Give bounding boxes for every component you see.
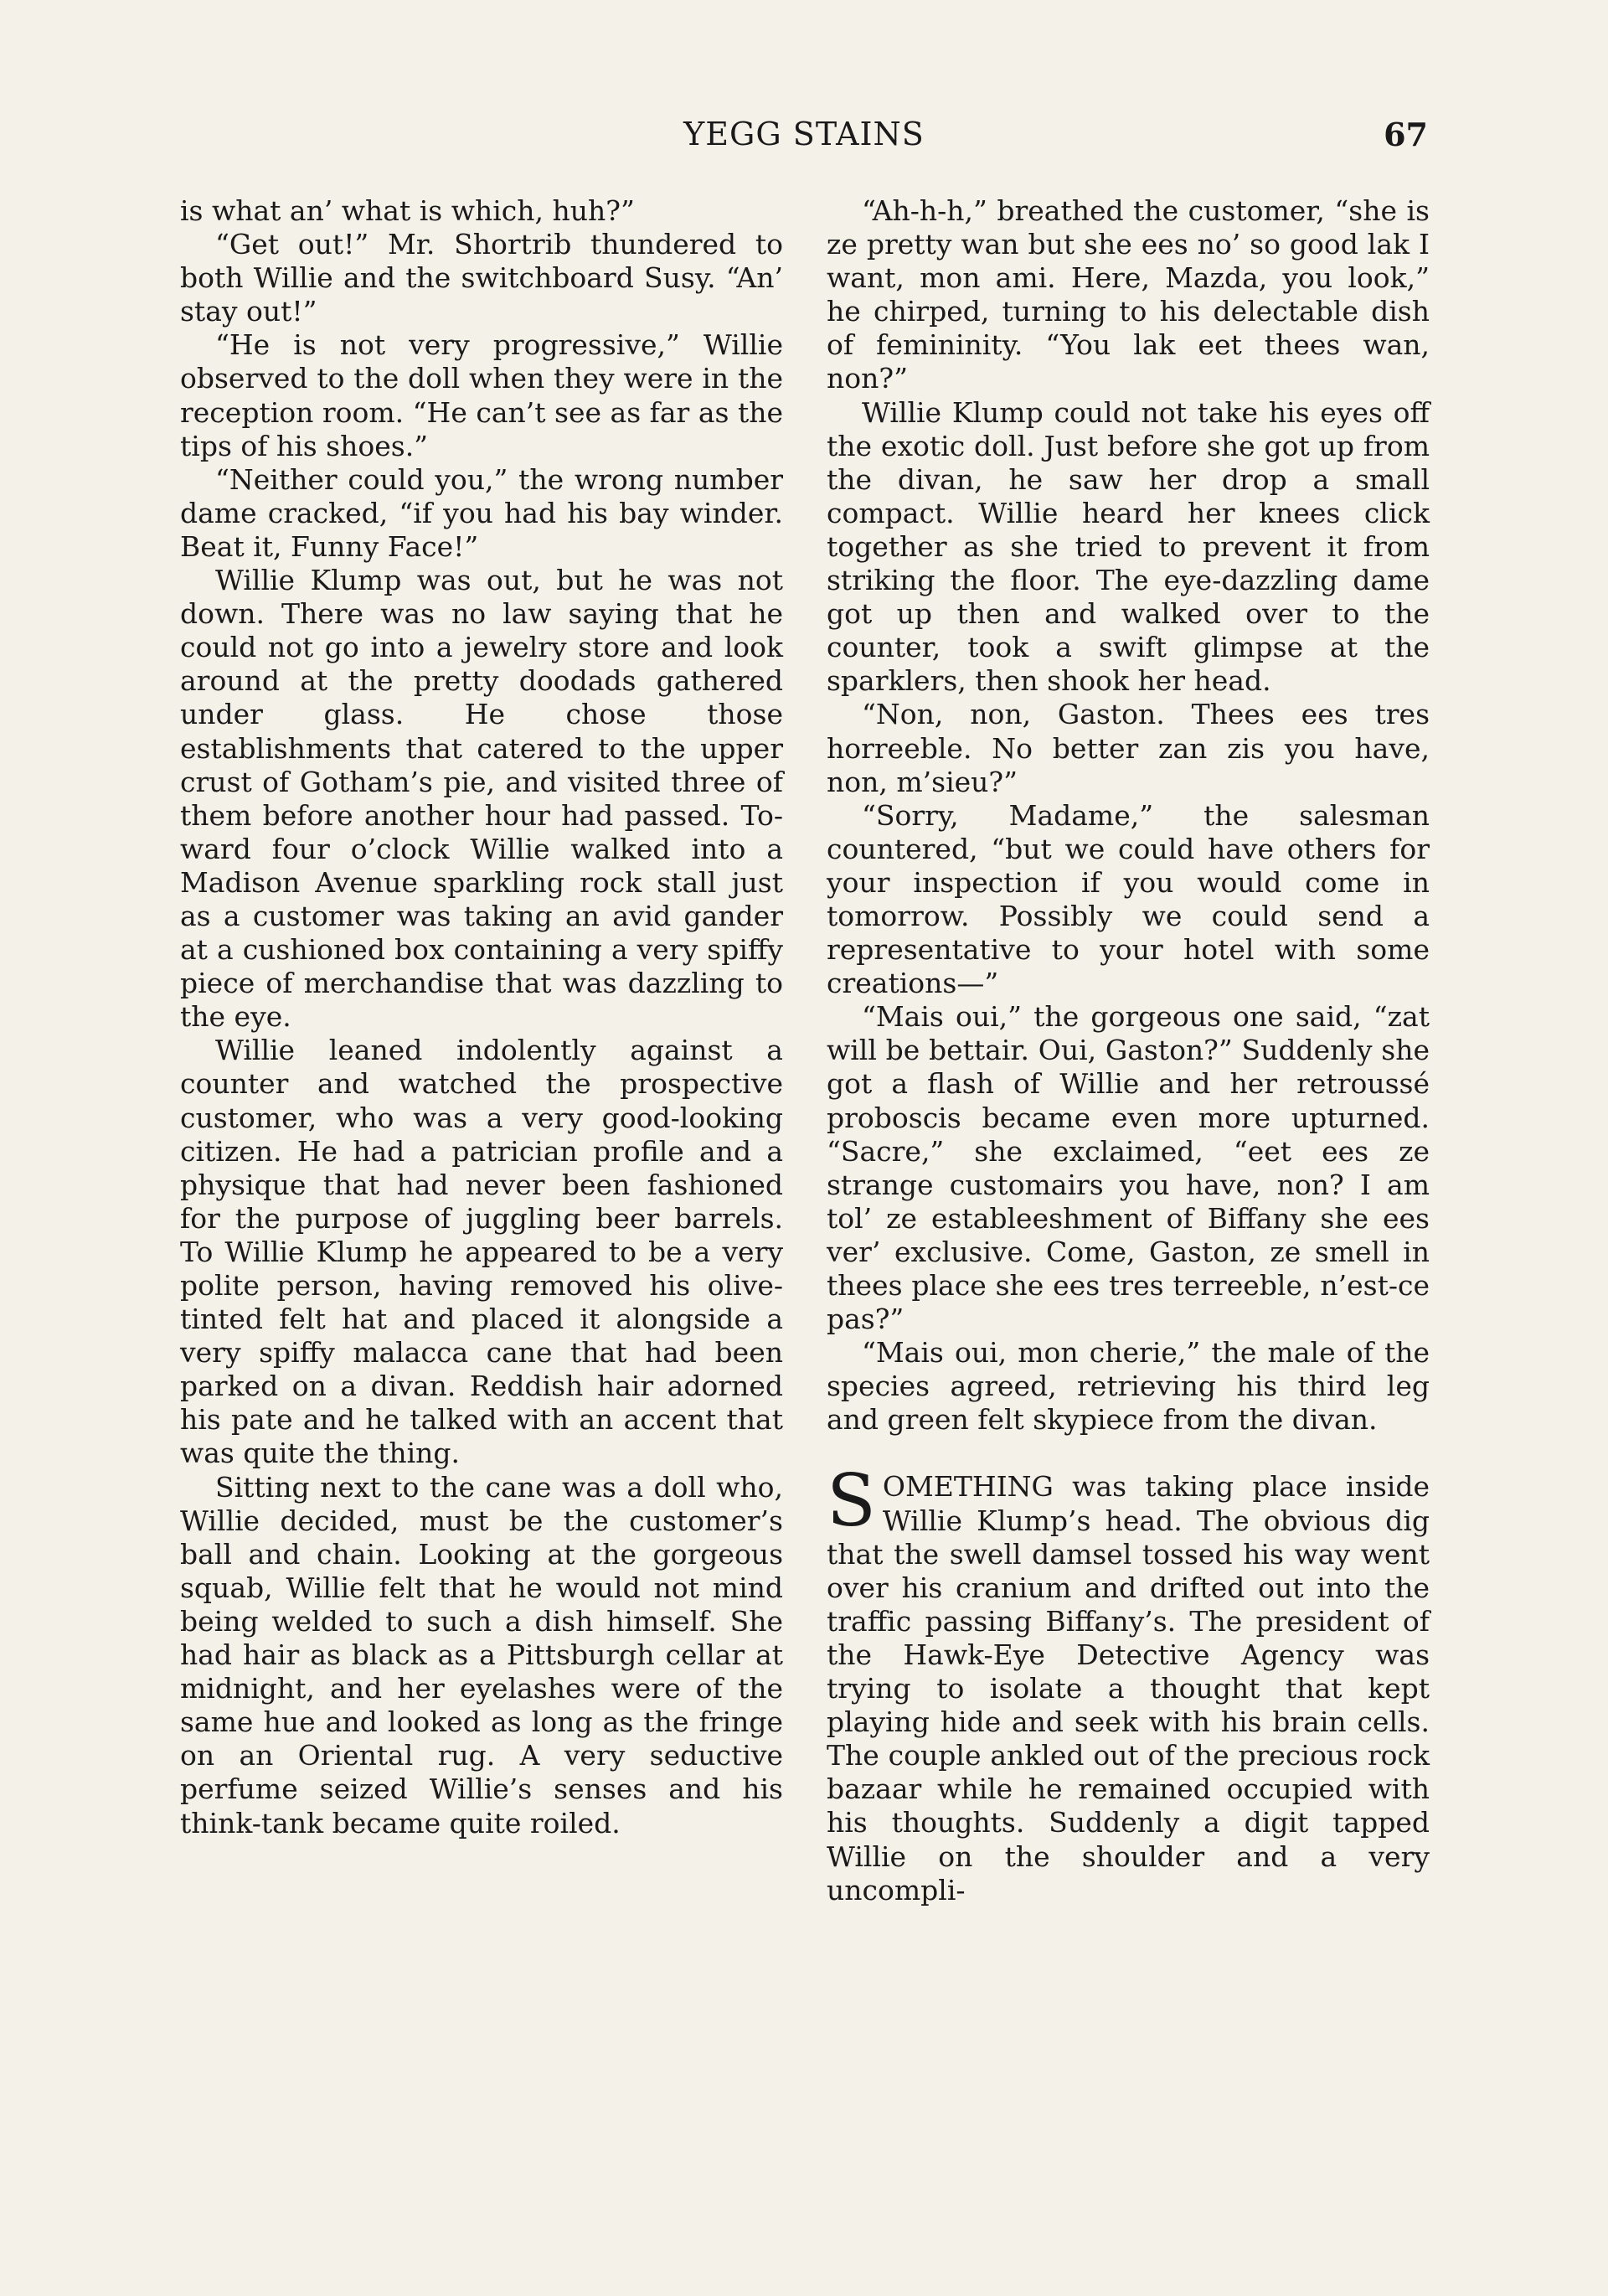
page-number: 67 [1384, 116, 1428, 153]
paragraph: “Sorry, Madame,” the salesman countered, “but we could have others for your inspection if you would come in tomorrow. Possibly we could send a representative to your hotel with some creations—” [827, 798, 1430, 1000]
paragraph: “Get out!” Mr. Shortrib thundered to both Willie and the switchboard Susy. “An’ stay out!” [180, 228, 783, 328]
paragraph: “Mais oui,” the gorgeous one said, “zat will be bettair. Oui, Gaston?” Suddenly she got a flash of Willie and her retroussé proboscis became even more upturned. “Sacre,” she exclaimed, “eet ees ze strange customairs you have, non? I am tol’ ze estableeshment of Biffany she ees ver’ exclusive. Come, Gaston, ze smell in thees place she ees tres terreeble, n’est-ce pas?” [827, 1000, 1430, 1336]
paragraph: “Non, non, Gaston. Thees ees tres horreeble. No better zan zis you have, non, m’sieu?” [827, 698, 1430, 798]
paragraph: Sitting next to the cane was a doll who, Willie decided, must be the customer’s ball and chain. Looking at the gorgeous squab, Willie felt that he would not mind being welded to such a dish himself. She had hair as black as a Pittsburgh cellar at midnight, and her eyelashes were of the same hue and looked as long as the fringe on an Oriental rug. A very seductive perfume seized Willie’s senses and his think-tank became quite roiled. [180, 1470, 783, 1839]
section-opening-paragraph [827, 1459, 1430, 1906]
paragraph: “He is not very progressive,” Willie observed to the doll when they were in the reception room. “He can’t see as far as the tips of his shoes.” [180, 328, 783, 462]
paragraph: “Ah-h-h,” breathed the customer, “she is ze pretty wan but she ees no’ so good lak I want, mon ami. Here, Mazda, you look,” he chirped, turning to his delectable dish of femininity. “You lak eet thees wan, non?” [827, 194, 1430, 395]
paragraph: Willie Klump was out, but he was not down. There was no law saying that he could not go into a jewelry store and look around at the pretty doodads gathered under glass. He chose those establishments that catered to the upper crust of Gotham’s pie, and visited three of them before another hour had passed. Toward four o’clock Willie walked into a Madison Avenue sparkling rock stall just as a customer was taking an avid gander at a cushioned box containing a very spiffy piece of merchandise that was dazzling to the eye. [180, 564, 783, 1034]
right-column [827, 194, 1430, 1907]
drop-cap: S [827, 1459, 876, 1544]
paragraph: Willie leaned indolently against a counter and watched the prospective customer, who was a very good-looking citizen. He had a patrician profile and a physique that had never been fashioned for the purpose of juggling beer barrels. To Willie Klump he appeared to be a very polite person, having removed his olive-tinted felt hat and placed it alongside a very spiffy malacca cane that had been parked on a divan. Reddish hair adorned his pate and he talked with an accent that was quite the thing. [180, 1034, 783, 1470]
running-title: YEGG STAINS [683, 116, 925, 152]
paragraph: “Neither could you,” the wrong number dame cracked, “if you had his bay winder. Beat it, Funny Face!” [180, 462, 783, 563]
page-header [180, 116, 1428, 157]
paragraph: Willie Klump could not take his eyes off the exotic doll. Just before she got up from the divan, he saw her drop a small compact. Willie heard her knees click together as she tried to prevent it from striking the floor. The eye-dazzling dame got up then and walked over to the counter, took a swift glimpse at the sparklers, then shook her head. [827, 395, 1430, 698]
left-column [180, 194, 783, 1840]
paragraph: is what an’ what is which, huh?” [180, 194, 635, 227]
section-text: OMETHING was taking place inside Willie Klump’s head. The obvious dig that the swell damsel tossed his way went over his cranium and drifted out into the traffic passing Biffany’s. The president of the Hawk-Eye Detective Agency was trying to isolate a thought that kept playing hide and seek with his brain cells. The couple ankled out of the precious rock bazaar while he remained occupied with his thoughts. Suddenly a digit tapped Willie on the shoulder and a very uncompli- [827, 1470, 1430, 1906]
paragraph: “Mais oui, mon cherie,” the male of the species agreed, retrieving his third leg and green felt skypiece from the divan. [827, 1336, 1430, 1437]
